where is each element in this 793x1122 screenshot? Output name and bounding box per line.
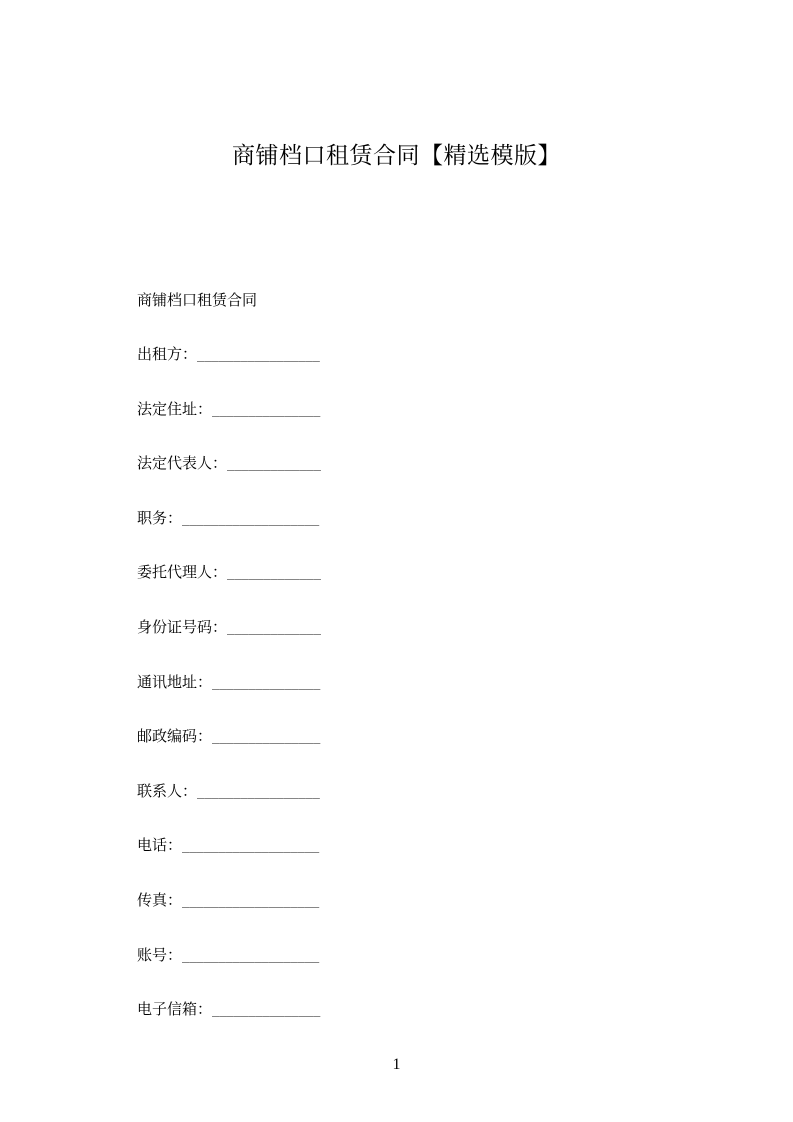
field-postal-code: [137, 722, 657, 750]
field-blank-line: ___________________: [182, 893, 320, 908]
field-contact-person: [137, 777, 657, 805]
field-phone: [137, 831, 657, 859]
field-authorized-agent: [137, 558, 657, 586]
field-blank-line: _________________: [197, 348, 320, 362]
document-body: [137, 286, 657, 1050]
field-label: 身份证号码：: [137, 617, 228, 636]
field-legal-representative: [137, 449, 657, 477]
field-label: 法定住址：: [137, 399, 213, 418]
field-label: 邮政编码：: [137, 727, 213, 746]
document-title: 商铺档口租赁合同【精选模版】: [232, 143, 561, 169]
field-account-number: [137, 941, 657, 969]
field-mailing-address: [137, 668, 657, 696]
field-legal-address: [137, 395, 657, 423]
contract-subtitle: 商铺档口租赁合同: [137, 291, 258, 309]
field-blank-line: _______________: [212, 675, 321, 690]
field-label: 传真：: [137, 890, 183, 909]
field-blank-line: _______________: [212, 730, 321, 745]
field-blank-line: _________________: [197, 784, 320, 799]
field-blank-line: ___________________: [182, 839, 320, 854]
field-blank-line: _______________: [212, 1003, 321, 1018]
field-blank-line: _____________: [227, 566, 321, 581]
field-label: 职务：: [137, 508, 183, 527]
field-position: [137, 504, 657, 532]
field-id-number: [137, 613, 657, 641]
field-label: 联系人：: [137, 781, 198, 800]
field-blank-line: ___________________: [182, 511, 320, 526]
field-label: 电子信箱：: [137, 1000, 213, 1019]
field-lessor: [137, 340, 657, 368]
field-blank-line: ___________________: [182, 948, 320, 963]
field-label: 出租方：: [137, 345, 198, 363]
field-blank-line: _____________: [227, 457, 321, 472]
field-label: 电话：: [137, 836, 183, 855]
field-fax: [137, 886, 657, 914]
field-label: 法定代表人：: [137, 454, 228, 473]
field-label: 委托代理人：: [137, 563, 228, 582]
page-number: 1: [392, 1056, 401, 1073]
field-email: [137, 995, 657, 1023]
field-blank-line: _______________: [212, 402, 321, 417]
field-label: 账号：: [137, 945, 183, 964]
field-label: 通讯地址：: [137, 672, 213, 691]
field-blank-line: _____________: [227, 620, 321, 635]
